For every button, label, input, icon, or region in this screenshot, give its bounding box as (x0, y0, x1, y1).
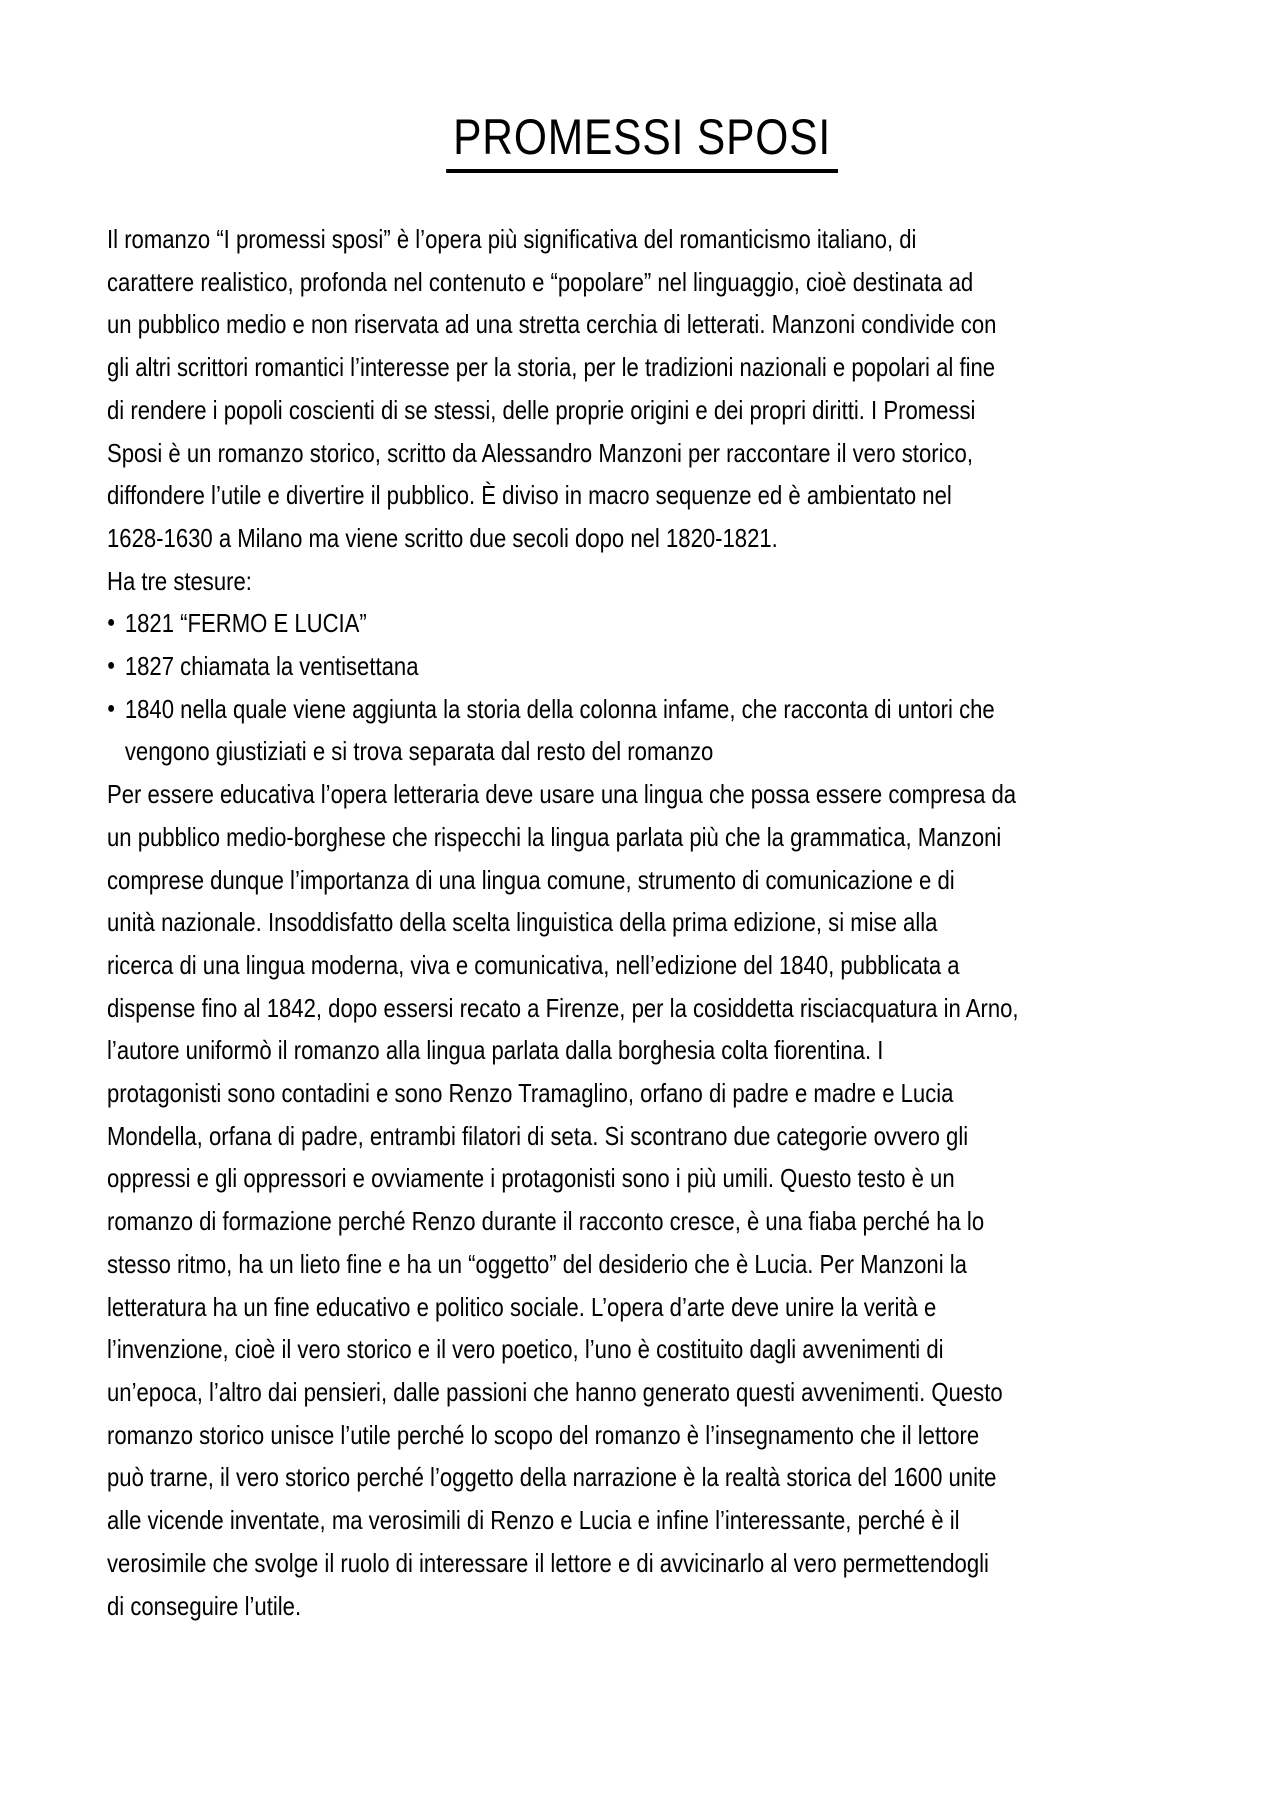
text-line: stesso ritmo, ha un lieto fine e ha un “oggetto” del desiderio che è Lucia. Per Manzoni la (107, 1248, 967, 1279)
document-content (107, 108, 1177, 1627)
text-line: 1628-1630 a Milano ma viene scritto due secoli dopo nel 1820-1821. (107, 522, 778, 553)
text-line: Il romanzo “I promessi sposi” è l’opera più significativa del romanticismo italiano, di (107, 224, 917, 254)
text-line: un pubblico medio e non riservata ad una stretta cerchia di letterati. Manzoni condivide con (107, 309, 997, 340)
text-line: Sposi è un romanzo storico, scritto da Alessandro Manzoni per raccontare il vero storico, (107, 437, 973, 468)
text-line: dispense fino al 1842, dopo essersi recato a Firenze, per la cosiddetta risciacquatura in Arno, (107, 992, 1019, 1023)
text-line: vengono giustiziati e si trova separata dal resto del romanzo (124, 736, 714, 767)
bullet-text (125, 688, 1177, 773)
text-line: verosimile che svolge il ruolo di interessare il lettore e di avvicinarlo al vero permettendogli (107, 1547, 989, 1578)
text-line: unità nazionale. Insoddisfatto della scelta linguistica della prima edizione, si mise alla (107, 907, 938, 938)
text-line: letteratura ha un fine educativo e politico sociale. L’opera d’arte deve unire la verità e (107, 1291, 937, 1322)
text-line: 1827 chiamata la ventisettana (124, 651, 419, 682)
document-body (107, 218, 1177, 1627)
bullet-item (107, 602, 1177, 645)
text-line: di conseguire l’utile. (107, 1590, 302, 1621)
text-line: di rendere i popoli coscienti di se stessi, delle proprie origini e dei propri diritti. I Promessi (107, 394, 976, 425)
text-line: un pubblico medio-borghese che rispecchi la lingua parlata più che la grammatica, Manzoni (107, 821, 1002, 852)
text-line: l’autore uniformò il romanzo alla lingua parlata dalla borghesia colta fiorentina. I (107, 1035, 884, 1066)
text-line: romanzo storico unisce l’utile perché lo scopo del romanzo è l’insegnamento che il lettore (107, 1419, 980, 1450)
text-line: alle vicende inventate, ma verosimili di Renzo e Lucia e infine l’interessante, perché è il (107, 1505, 960, 1536)
text-line: 1840 nella quale viene aggiunta la storia della colonna infame, che racconta di untori che (124, 693, 995, 724)
text-line: può trarne, il vero storico perché l’oggetto della narrazione è la realtà storica del 1600 unite (107, 1462, 997, 1493)
text-line: Mondella, orfana di padre, entrambi filatori di seta. Si scontrano due categorie ovvero gli (107, 1120, 969, 1151)
text-line: Ha tre stesure: (107, 565, 252, 596)
bullet-item (107, 688, 1177, 773)
text-line: 1821 “FERMO E LUCIA” (124, 608, 367, 639)
bullet-text (125, 645, 1177, 688)
text-line: protagonisti sono contadini e sono Renzo Tramaglino, orfano di padre e madre e Lucia (107, 1078, 954, 1109)
text-line: Per essere educativa l’opera letteraria deve usare una lingua che possa essere compresa da (107, 779, 1017, 810)
text-line: oppressi e gli oppressori e ovviamente i protagonisti sono i più umili. Questo testo è un (107, 1163, 955, 1194)
bullet-icon: ● (107, 699, 116, 717)
text-line: romanzo di formazione perché Renzo durante il racconto cresce, è una fiaba perché ha lo (107, 1206, 985, 1237)
text-line: gli altri scrittori romantici l’interesse per la storia, per le tradizioni nazionali e popolari al fine (107, 352, 996, 383)
text-line: l’invenzione, cioè il vero storico e il vero poetico, l’uno è costituito dagli avvenimenti di (107, 1334, 944, 1365)
text-line: comprese dunque l’importanza di una lingua comune, strumento di comunicazione e di (107, 864, 955, 895)
text-line: un’epoca, l’altro dai pensieri, dalle passioni che hanno generato questi avvenimenti. Questo (107, 1376, 1003, 1407)
bullet-icon: ● (107, 614, 116, 632)
bullet-icon: ● (107, 657, 116, 675)
text-line: carattere realistico, profonda nel contenuto e “popolare” nel linguaggio, cioè destinata ad (107, 266, 974, 297)
text-line: diffondere l’utile e divertire il pubblico. È diviso in macro sequenze ed è ambientato nel (107, 480, 952, 511)
text-line: ricerca di una lingua moderna, viva e comunicativa, nell’edizione del 1840, pubblicata a (107, 949, 960, 980)
bullet-text (125, 602, 1177, 645)
bullet-item (107, 645, 1177, 688)
title-row (107, 108, 1177, 174)
page-title: PROMESSI SPOSI (446, 108, 838, 173)
